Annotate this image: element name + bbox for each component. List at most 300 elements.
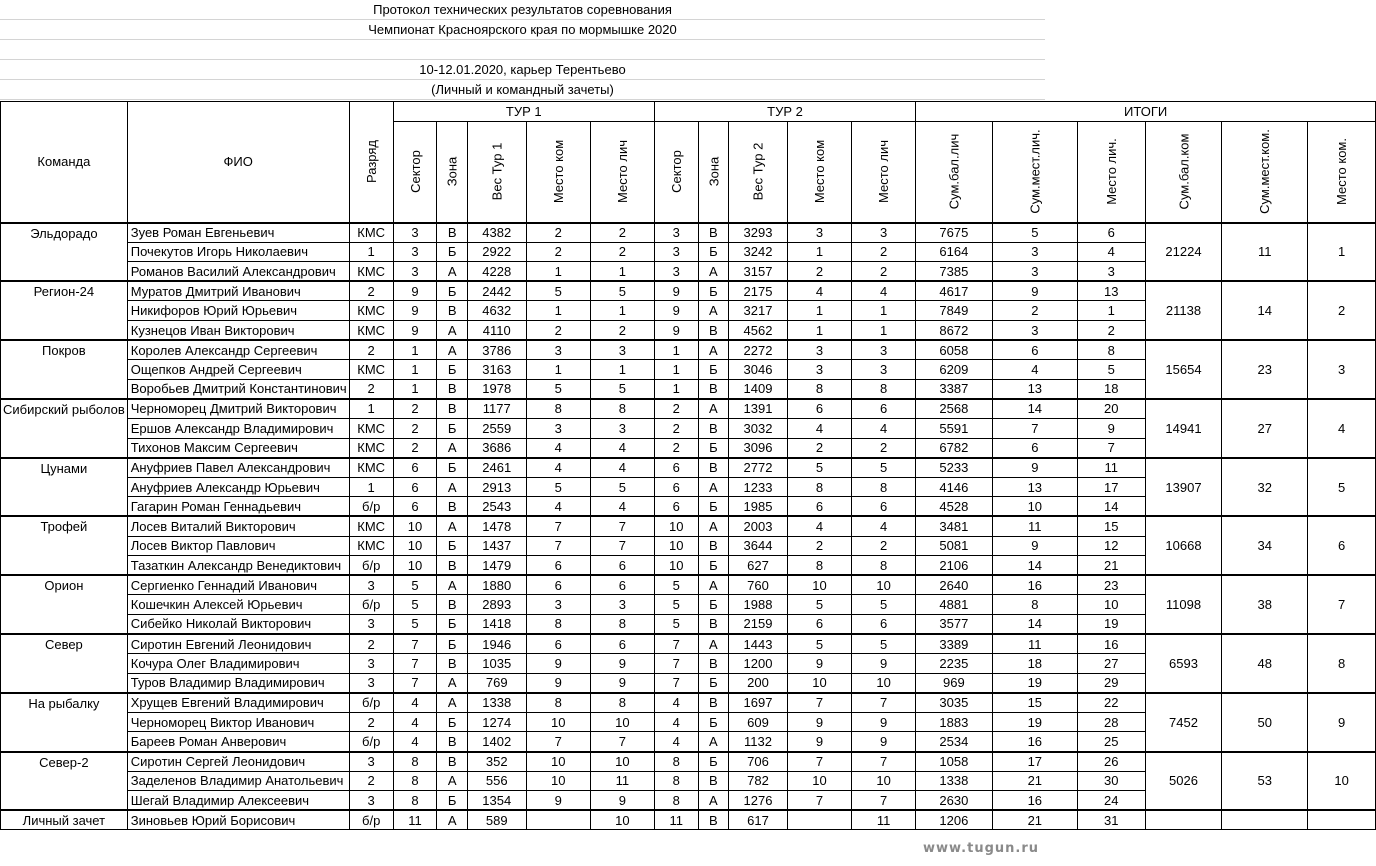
place-team-total-cell: 8 bbox=[1308, 634, 1376, 693]
place-pers1-cell: 2 bbox=[590, 242, 654, 262]
place-team2-cell: 9 bbox=[787, 712, 851, 732]
place-team-total-cell bbox=[1308, 810, 1376, 830]
fio-cell: Шегай Владимир Алексеевич bbox=[127, 791, 349, 811]
results-table bbox=[0, 101, 1376, 830]
weight1-cell: 1880 bbox=[467, 575, 526, 595]
place-pers2-cell: 2 bbox=[852, 438, 916, 458]
fio-cell: Черноморец Дмитрий Викторович bbox=[127, 399, 349, 419]
table-row bbox=[1, 458, 1376, 478]
team-name-cell: Эльдорадо bbox=[1, 223, 128, 282]
place-pers1-cell: 5 bbox=[590, 477, 654, 497]
place-pers2-cell: 8 bbox=[852, 477, 916, 497]
place-pers1-cell: 8 bbox=[590, 399, 654, 419]
header-sum-place-team: Сум.мест.ком. bbox=[1222, 122, 1308, 223]
date-location: 10-12.01.2020, карьер Терентьево bbox=[0, 60, 1045, 80]
sector1-cell: 6 bbox=[393, 497, 437, 517]
sector2-cell: 7 bbox=[654, 673, 698, 693]
place-pers-total-cell: 27 bbox=[1077, 654, 1145, 674]
place-pers1-cell: 10 bbox=[590, 712, 654, 732]
place-team2-cell: 5 bbox=[787, 595, 851, 615]
sum-place-pers-cell: 13 bbox=[992, 477, 1077, 497]
weight2-cell: 1985 bbox=[729, 497, 788, 517]
sector1-cell: 9 bbox=[393, 281, 437, 301]
sector1-cell: 5 bbox=[393, 575, 437, 595]
sum-pts-pers-cell: 1206 bbox=[916, 810, 993, 830]
zone2-cell: А bbox=[698, 340, 729, 360]
place-pers2-cell: 2 bbox=[852, 536, 916, 556]
zone2-cell: Б bbox=[698, 281, 729, 301]
place-pers2-cell: 4 bbox=[852, 281, 916, 301]
place-pers-total-cell: 17 bbox=[1077, 477, 1145, 497]
team-name-cell: Север-2 bbox=[1, 752, 128, 811]
header-weight1: Вес Тур 1 bbox=[467, 122, 526, 223]
sum-pts-pers-cell: 7385 bbox=[916, 262, 993, 282]
sum-place-team-cell: 23 bbox=[1222, 340, 1308, 399]
sum-pts-pers-cell: 1338 bbox=[916, 771, 993, 791]
place-pers-total-cell: 22 bbox=[1077, 693, 1145, 713]
place-pers2-cell: 3 bbox=[852, 340, 916, 360]
place-pers1-cell: 6 bbox=[590, 575, 654, 595]
weight2-cell: 617 bbox=[729, 810, 788, 830]
sum-place-team-cell: 38 bbox=[1222, 575, 1308, 634]
header-place-pers2: Место лич bbox=[852, 122, 916, 223]
sector1-cell: 8 bbox=[393, 791, 437, 811]
weight2-cell: 760 bbox=[729, 575, 788, 595]
zone2-cell: А bbox=[698, 634, 729, 654]
fio-cell: Сиротин Евгений Леонидович bbox=[127, 634, 349, 654]
place-team1-cell bbox=[526, 810, 590, 830]
site-watermark: www.tugun.ru bbox=[922, 841, 1039, 856]
weight1-cell: 4632 bbox=[467, 301, 526, 321]
place-team2-cell: 10 bbox=[787, 673, 851, 693]
zone1-cell: А bbox=[437, 262, 468, 282]
weight1-cell: 1978 bbox=[467, 379, 526, 399]
sum-place-pers-cell: 14 bbox=[992, 399, 1077, 419]
rank-cell: КМС bbox=[349, 536, 393, 556]
sector2-cell: 1 bbox=[654, 340, 698, 360]
sum-pts-pers-cell: 4146 bbox=[916, 477, 993, 497]
sector1-cell: 10 bbox=[393, 536, 437, 556]
fio-cell: Никифоров Юрий Юрьевич bbox=[127, 301, 349, 321]
place-team2-cell: 5 bbox=[787, 458, 851, 478]
sector2-cell: 4 bbox=[654, 693, 698, 713]
place-pers2-cell: 9 bbox=[852, 732, 916, 752]
weight2-cell: 2003 bbox=[729, 516, 788, 536]
sector2-cell: 8 bbox=[654, 791, 698, 811]
fio-cell: Ануфриев Александр Юрьевич bbox=[127, 477, 349, 497]
place-pers-total-cell: 11 bbox=[1077, 458, 1145, 478]
weight2-cell: 3242 bbox=[729, 242, 788, 262]
fio-cell: Кошечкин Алексей Юрьевич bbox=[127, 595, 349, 615]
place-pers-total-cell: 13 bbox=[1077, 281, 1145, 301]
fio-cell: Гагарин Роман Геннадьевич bbox=[127, 497, 349, 517]
zone1-cell: А bbox=[437, 340, 468, 360]
weight2-cell: 782 bbox=[729, 771, 788, 791]
fio-cell: Муратов Дмитрий Иванович bbox=[127, 281, 349, 301]
weight2-cell: 3644 bbox=[729, 536, 788, 556]
sum-place-pers-cell: 15 bbox=[992, 693, 1077, 713]
zone2-cell: А bbox=[698, 516, 729, 536]
team-name-cell: Цунами bbox=[1, 458, 128, 517]
sector1-cell: 6 bbox=[393, 477, 437, 497]
sector2-cell: 5 bbox=[654, 614, 698, 634]
place-pers1-cell: 4 bbox=[590, 438, 654, 458]
place-team1-cell: 4 bbox=[526, 497, 590, 517]
place-team-total-cell: 2 bbox=[1308, 281, 1376, 340]
weight2-cell: 3157 bbox=[729, 262, 788, 282]
place-team2-cell: 6 bbox=[787, 497, 851, 517]
place-team2-cell: 10 bbox=[787, 575, 851, 595]
zone1-cell: В bbox=[437, 301, 468, 321]
zone2-cell: Б bbox=[698, 556, 729, 576]
table-row bbox=[1, 575, 1376, 595]
place-team1-cell: 9 bbox=[526, 654, 590, 674]
place-pers2-cell: 7 bbox=[852, 693, 916, 713]
place-team-total-cell: 6 bbox=[1308, 516, 1376, 575]
zone2-cell: В bbox=[698, 693, 729, 713]
place-pers-total-cell: 18 bbox=[1077, 379, 1145, 399]
sector2-cell: 11 bbox=[654, 810, 698, 830]
weight1-cell: 589 bbox=[467, 810, 526, 830]
sector2-cell: 4 bbox=[654, 732, 698, 752]
header-sum-pts-pers: Сум.бал.лич bbox=[916, 122, 993, 223]
fio-cell: Зиновьев Юрий Борисович bbox=[127, 810, 349, 830]
place-team2-cell: 3 bbox=[787, 223, 851, 243]
place-pers-total-cell: 1 bbox=[1077, 301, 1145, 321]
header-place-team-total: Место ком. bbox=[1308, 122, 1376, 223]
zone1-cell: Б bbox=[437, 634, 468, 654]
sector2-cell: 7 bbox=[654, 654, 698, 674]
sector2-cell: 10 bbox=[654, 536, 698, 556]
weight1-cell: 769 bbox=[467, 673, 526, 693]
weight1-cell: 4382 bbox=[467, 223, 526, 243]
place-pers-total-cell: 19 bbox=[1077, 614, 1145, 634]
header-weight2: Вес Тур 2 bbox=[729, 122, 788, 223]
place-team-total-cell: 7 bbox=[1308, 575, 1376, 634]
place-team1-cell: 9 bbox=[526, 791, 590, 811]
place-pers-total-cell: 5 bbox=[1077, 360, 1145, 380]
place-pers2-cell: 3 bbox=[852, 223, 916, 243]
place-pers-total-cell: 10 bbox=[1077, 595, 1145, 615]
place-pers2-cell: 2 bbox=[852, 242, 916, 262]
zone1-cell: А bbox=[437, 810, 468, 830]
place-pers2-cell: 6 bbox=[852, 614, 916, 634]
sector1-cell: 3 bbox=[393, 242, 437, 262]
sum-place-pers-cell: 2 bbox=[992, 301, 1077, 321]
weight2-cell: 3293 bbox=[729, 223, 788, 243]
zone1-cell: Б bbox=[437, 614, 468, 634]
sector2-cell: 9 bbox=[654, 301, 698, 321]
weight1-cell: 1478 bbox=[467, 516, 526, 536]
sum-pts-pers-cell: 2235 bbox=[916, 654, 993, 674]
team-name-cell: Север bbox=[1, 634, 128, 693]
zone1-cell: Б bbox=[437, 281, 468, 301]
zone2-cell: В bbox=[698, 458, 729, 478]
sector2-cell: 6 bbox=[654, 477, 698, 497]
place-team1-cell: 10 bbox=[526, 752, 590, 772]
place-pers2-cell: 9 bbox=[852, 712, 916, 732]
sector1-cell: 5 bbox=[393, 614, 437, 634]
place-pers2-cell: 10 bbox=[852, 673, 916, 693]
place-team2-cell: 4 bbox=[787, 281, 851, 301]
sum-place-team-cell: 32 bbox=[1222, 458, 1308, 517]
rank-cell: 1 bbox=[349, 399, 393, 419]
weight1-cell: 2559 bbox=[467, 418, 526, 438]
sum-pts-pers-cell: 2640 bbox=[916, 575, 993, 595]
weight1-cell: 1946 bbox=[467, 634, 526, 654]
place-pers-total-cell: 23 bbox=[1077, 575, 1145, 595]
zone1-cell: Б bbox=[437, 418, 468, 438]
zone2-cell: А bbox=[698, 575, 729, 595]
place-team2-cell: 1 bbox=[787, 301, 851, 321]
sector2-cell: 4 bbox=[654, 712, 698, 732]
place-pers2-cell: 3 bbox=[852, 360, 916, 380]
zone1-cell: Б bbox=[437, 536, 468, 556]
place-pers-total-cell: 31 bbox=[1077, 810, 1145, 830]
weight1-cell: 1354 bbox=[467, 791, 526, 811]
table-row bbox=[1, 340, 1376, 360]
sum-pts-pers-cell: 969 bbox=[916, 673, 993, 693]
sector2-cell: 3 bbox=[654, 223, 698, 243]
sum-place-pers-cell: 14 bbox=[992, 556, 1077, 576]
zone2-cell: В bbox=[698, 810, 729, 830]
sector2-cell: 10 bbox=[654, 556, 698, 576]
place-team1-cell: 7 bbox=[526, 732, 590, 752]
place-team2-cell: 2 bbox=[787, 262, 851, 282]
place-pers-total-cell: 20 bbox=[1077, 399, 1145, 419]
header-place-team2: Место ком bbox=[787, 122, 851, 223]
weight2-cell: 2772 bbox=[729, 458, 788, 478]
zone1-cell: А bbox=[437, 516, 468, 536]
place-pers1-cell: 8 bbox=[590, 614, 654, 634]
fio-cell: Романов Василий Александрович bbox=[127, 262, 349, 282]
sum-place-pers-cell: 14 bbox=[992, 614, 1077, 634]
weight2-cell: 2272 bbox=[729, 340, 788, 360]
place-pers2-cell: 8 bbox=[852, 379, 916, 399]
sector2-cell: 2 bbox=[654, 399, 698, 419]
header-sector2: Сектор bbox=[654, 122, 698, 223]
place-pers1-cell: 4 bbox=[590, 497, 654, 517]
place-team2-cell bbox=[787, 810, 851, 830]
sum-place-team-cell: 34 bbox=[1222, 516, 1308, 575]
zone1-cell: В bbox=[437, 595, 468, 615]
header-place-pers1: Место лич bbox=[590, 122, 654, 223]
place-team-total-cell: 3 bbox=[1308, 340, 1376, 399]
zone1-cell: А bbox=[437, 320, 468, 340]
place-team2-cell: 1 bbox=[787, 242, 851, 262]
place-pers1-cell: 9 bbox=[590, 673, 654, 693]
sum-place-pers-cell: 11 bbox=[992, 516, 1077, 536]
zone2-cell: В bbox=[698, 536, 729, 556]
place-pers-total-cell: 9 bbox=[1077, 418, 1145, 438]
fio-cell: Заделенов Владимир Анатольевич bbox=[127, 771, 349, 791]
place-pers1-cell: 6 bbox=[590, 634, 654, 654]
weight2-cell: 1200 bbox=[729, 654, 788, 674]
place-pers1-cell: 1 bbox=[590, 262, 654, 282]
sum-pts-pers-cell: 2534 bbox=[916, 732, 993, 752]
zone2-cell: Б bbox=[698, 673, 729, 693]
zone1-cell: А bbox=[437, 771, 468, 791]
sum-pts-team-cell: 15654 bbox=[1145, 340, 1222, 399]
zone1-cell: А bbox=[437, 673, 468, 693]
zone1-cell: А bbox=[437, 438, 468, 458]
sector2-cell: 8 bbox=[654, 752, 698, 772]
sum-place-pers-cell: 16 bbox=[992, 791, 1077, 811]
zone2-cell: В bbox=[698, 614, 729, 634]
sector1-cell: 7 bbox=[393, 673, 437, 693]
rank-cell: КМС bbox=[349, 438, 393, 458]
zone2-cell: В bbox=[698, 379, 729, 399]
fio-cell: Сиротин Сергей Леонидович bbox=[127, 752, 349, 772]
fio-cell: Зуев Роман Евгеньевич bbox=[127, 223, 349, 243]
zone2-cell: Б bbox=[698, 497, 729, 517]
place-team2-cell: 6 bbox=[787, 614, 851, 634]
place-pers1-cell: 7 bbox=[590, 536, 654, 556]
place-pers-total-cell: 7 bbox=[1077, 438, 1145, 458]
weight2-cell: 200 bbox=[729, 673, 788, 693]
place-team1-cell: 5 bbox=[526, 281, 590, 301]
rank-cell: КМС bbox=[349, 360, 393, 380]
zone2-cell: В bbox=[698, 418, 729, 438]
zone2-cell: Б bbox=[698, 242, 729, 262]
sum-pts-team-cell: 5026 bbox=[1145, 752, 1222, 811]
place-team2-cell: 7 bbox=[787, 791, 851, 811]
place-team2-cell: 7 bbox=[787, 752, 851, 772]
rank-cell: 3 bbox=[349, 673, 393, 693]
place-pers-total-cell: 15 bbox=[1077, 516, 1145, 536]
sector2-cell: 10 bbox=[654, 516, 698, 536]
sum-place-pers-cell: 4 bbox=[992, 360, 1077, 380]
rank-cell: КМС bbox=[349, 223, 393, 243]
place-team-total-cell: 1 bbox=[1308, 223, 1376, 282]
results-body bbox=[1, 223, 1376, 830]
place-pers-total-cell: 28 bbox=[1077, 712, 1145, 732]
rank-cell: КМС bbox=[349, 418, 393, 438]
place-team-total-cell: 4 bbox=[1308, 399, 1376, 458]
place-team1-cell: 5 bbox=[526, 379, 590, 399]
fio-cell: Сибейко Николай Викторович bbox=[127, 614, 349, 634]
sum-place-pers-cell: 6 bbox=[992, 438, 1077, 458]
sum-place-team-cell: 11 bbox=[1222, 223, 1308, 282]
fio-cell: Ануфриев Павел Александрович bbox=[127, 458, 349, 478]
fio-cell: Бареев Роман Анверович bbox=[127, 732, 349, 752]
sum-place-pers-cell: 13 bbox=[992, 379, 1077, 399]
zone1-cell: В bbox=[437, 223, 468, 243]
place-pers2-cell: 4 bbox=[852, 516, 916, 536]
sector2-cell: 7 bbox=[654, 634, 698, 654]
place-team2-cell: 3 bbox=[787, 360, 851, 380]
header-rank: Разряд bbox=[349, 102, 393, 223]
place-team2-cell: 10 bbox=[787, 771, 851, 791]
place-pers1-cell: 3 bbox=[590, 595, 654, 615]
place-pers1-cell: 7 bbox=[590, 516, 654, 536]
place-team1-cell: 1 bbox=[526, 360, 590, 380]
fio-cell: Королев Александр Сергеевич bbox=[127, 340, 349, 360]
place-team2-cell: 1 bbox=[787, 320, 851, 340]
sum-place-pers-cell: 21 bbox=[992, 810, 1077, 830]
sector2-cell: 9 bbox=[654, 281, 698, 301]
weight2-cell: 1697 bbox=[729, 693, 788, 713]
place-team1-cell: 8 bbox=[526, 693, 590, 713]
rank-cell: 1 bbox=[349, 242, 393, 262]
zone2-cell: В bbox=[698, 771, 729, 791]
sector1-cell: 2 bbox=[393, 399, 437, 419]
place-team1-cell: 6 bbox=[526, 634, 590, 654]
weight2-cell: 627 bbox=[729, 556, 788, 576]
sum-pts-team-cell: 10668 bbox=[1145, 516, 1222, 575]
zone1-cell: А bbox=[437, 477, 468, 497]
sum-place-pers-cell: 10 bbox=[992, 497, 1077, 517]
weight2-cell: 1276 bbox=[729, 791, 788, 811]
rank-cell: 1 bbox=[349, 477, 393, 497]
weight2-cell: 706 bbox=[729, 752, 788, 772]
rank-cell: 2 bbox=[349, 712, 393, 732]
place-pers1-cell: 3 bbox=[590, 340, 654, 360]
team-name-cell: Регион-24 bbox=[1, 281, 128, 340]
sum-pts-pers-cell: 3481 bbox=[916, 516, 993, 536]
table-row bbox=[1, 223, 1376, 243]
sum-pts-pers-cell: 6164 bbox=[916, 242, 993, 262]
weight1-cell: 3686 bbox=[467, 438, 526, 458]
sum-pts-pers-cell: 3035 bbox=[916, 693, 993, 713]
fio-cell: Сергиенко Геннадий Иванович bbox=[127, 575, 349, 595]
zone1-cell: В bbox=[437, 399, 468, 419]
sector2-cell: 5 bbox=[654, 595, 698, 615]
rank-cell: 2 bbox=[349, 771, 393, 791]
sum-place-pers-cell: 11 bbox=[992, 634, 1077, 654]
sector1-cell: 9 bbox=[393, 320, 437, 340]
rank-cell: 2 bbox=[349, 340, 393, 360]
rank-cell: КМС bbox=[349, 301, 393, 321]
fio-cell: Ершов Александр Владимирович bbox=[127, 418, 349, 438]
sum-pts-team-cell: 7452 bbox=[1145, 693, 1222, 752]
place-pers2-cell: 9 bbox=[852, 654, 916, 674]
place-pers1-cell: 3 bbox=[590, 418, 654, 438]
sum-pts-pers-cell: 2568 bbox=[916, 399, 993, 419]
weight1-cell: 2922 bbox=[467, 242, 526, 262]
place-pers-total-cell: 6 bbox=[1077, 223, 1145, 243]
fio-cell: Хрущев Евгений Владимирович bbox=[127, 693, 349, 713]
place-pers1-cell: 5 bbox=[590, 379, 654, 399]
weight1-cell: 1479 bbox=[467, 556, 526, 576]
sum-pts-pers-cell: 4528 bbox=[916, 497, 993, 517]
place-pers2-cell: 10 bbox=[852, 771, 916, 791]
zone1-cell: А bbox=[437, 693, 468, 713]
blank-row bbox=[0, 40, 1045, 60]
weight1-cell: 352 bbox=[467, 752, 526, 772]
zone2-cell: Б bbox=[698, 438, 729, 458]
zone1-cell: А bbox=[437, 575, 468, 595]
place-team2-cell: 2 bbox=[787, 438, 851, 458]
place-pers-total-cell: 12 bbox=[1077, 536, 1145, 556]
header-sum-pts-team: Сум.бал.ком bbox=[1145, 122, 1222, 223]
zone2-cell: В bbox=[698, 320, 729, 340]
sum-place-pers-cell: 9 bbox=[992, 536, 1077, 556]
sum-place-team-cell: 14 bbox=[1222, 281, 1308, 340]
sector2-cell: 9 bbox=[654, 320, 698, 340]
zone1-cell: В bbox=[437, 497, 468, 517]
place-team1-cell: 1 bbox=[526, 262, 590, 282]
weight1-cell: 1177 bbox=[467, 399, 526, 419]
zone1-cell: В bbox=[437, 654, 468, 674]
rank-cell: б/р bbox=[349, 693, 393, 713]
zone2-cell: А bbox=[698, 301, 729, 321]
place-pers-total-cell: 21 bbox=[1077, 556, 1145, 576]
zone2-cell: А bbox=[698, 732, 729, 752]
sum-place-team-cell: 48 bbox=[1222, 634, 1308, 693]
sector2-cell: 6 bbox=[654, 497, 698, 517]
place-pers1-cell: 11 bbox=[590, 771, 654, 791]
